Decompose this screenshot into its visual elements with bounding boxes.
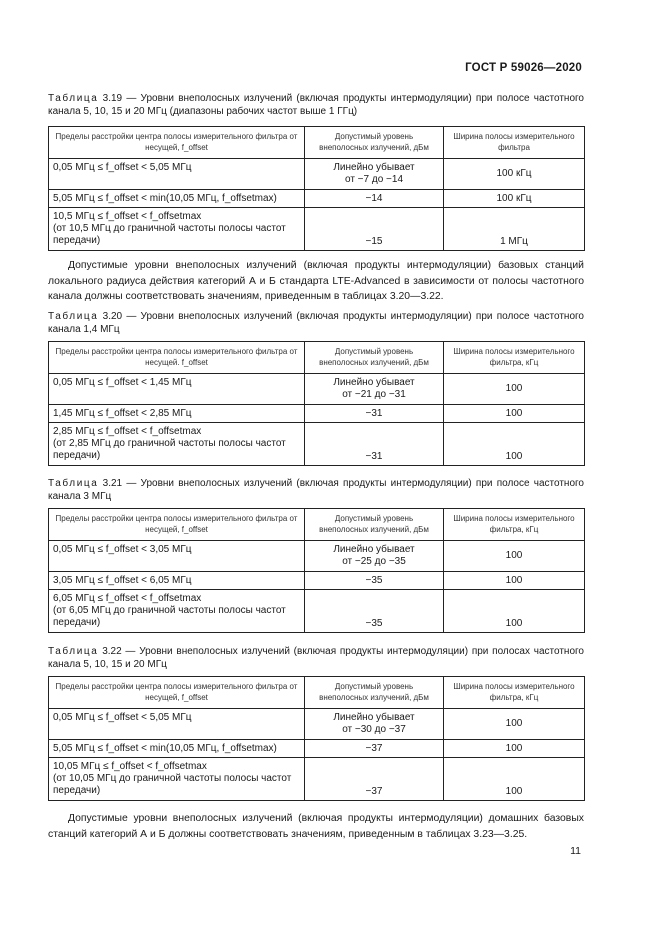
offset-cell: 5,05 МГц ≤ f_offset < min(10,05 МГц, f_offsetmax) [49, 740, 305, 758]
offset-cell: 5,05 МГц ≤ f_offset < min(10,05 МГц, f_offsetmax) [49, 190, 305, 208]
column-header-level: Допустимый уровень внеполосных излучений, дБм [305, 342, 444, 374]
bandwidth-cell: 100 [444, 423, 585, 466]
offset-cell: 0,05 МГц ≤ f_offset < 5,05 МГц [49, 709, 305, 740]
column-header-bandwidth: Ширина полосы измерительного фильтра, кГц [444, 509, 585, 541]
bandwidth-cell: 100 кГц [444, 159, 585, 190]
column-header-bandwidth: Ширина полосы измерительного фильтра, кГц [444, 677, 585, 709]
page-number: 11 [570, 845, 581, 857]
level-cell: Линейно убывает от −30 до −37 [305, 709, 444, 740]
bandwidth-cell: 100 [444, 405, 585, 423]
column-header-level: Допустимый уровень внеполосных излучений, дБм [305, 677, 444, 709]
table-header-row [49, 342, 585, 374]
offset-cell: 2,85 МГц ≤ f_offset < f_offsetmax (от 2,85 МГц до граничной частоты полосы частот передачи) [49, 423, 305, 466]
table-row [49, 740, 585, 758]
table-header-row [49, 127, 585, 159]
document-code: ГОСТ Р 59026—2020 [465, 62, 582, 74]
table-header-row [49, 677, 585, 709]
table-row [49, 423, 585, 466]
column-header-level: Допустимый уровень внеполосных излучений, дБм [305, 509, 444, 541]
table-caption [48, 477, 584, 503]
table-label: Таблица [48, 93, 99, 104]
column-header-offset: Пределы расстройки центра полосы измерительного фильтра от несущей, f_offset [49, 127, 305, 159]
bandwidth-cell: 100 [444, 758, 585, 801]
table-caption [48, 310, 584, 336]
table-caption-text: 3.21 — Уровни внеполосных излучений (включая продукты интермодуляции) при полосе частотного канала 3 МГц [48, 478, 584, 502]
table-row [49, 374, 585, 405]
table-row [49, 405, 585, 423]
bandwidth-cell: 100 [444, 572, 585, 590]
table-row [49, 159, 585, 190]
level-cell: −31 [305, 423, 444, 466]
bandwidth-cell: 100 [444, 541, 585, 572]
body-paragraph: Допустимые уровни внеполосных излучений (включая продукты интермодуляции) базовых станций локального радиуса действия категорий А и Б стандарта LTE-Advanced в зависимости от полосы частотного канала должны соответствовать значениям, приведенным в таблицах 3.20—3.22. [48, 260, 584, 302]
offset-cell: 3,05 МГц ≤ f_offset < 6,05 МГц [49, 572, 305, 590]
table-header-row [49, 509, 585, 541]
offset-cell: 6,05 МГц ≤ f_offset < f_offsetmax (от 6,05 МГц до граничной частоты полосы частот передачи) [49, 590, 305, 633]
column-header-level: Допустимый уровень внеполосных излучений, дБм [305, 127, 444, 159]
table-label: Таблица [48, 311, 99, 322]
table-row [49, 709, 585, 740]
offset-cell: 10,05 МГц ≤ f_offset < f_offsetmax (от 10,05 МГц до граничной частоты полосы частот передачи) [49, 758, 305, 801]
bandwidth-cell: 100 [444, 590, 585, 633]
table-caption-text: 3.19 — Уровни внеполосных излучений (включая продукты интермодуляции) при полосе частотного канала 5, 10, 15 и 20 МГц (диапазоны рабочих частот выше 1 ГГц) [48, 93, 584, 117]
emission-table-3-20 [48, 341, 585, 466]
table-row [49, 590, 585, 633]
level-cell: −35 [305, 590, 444, 633]
column-header-offset: Пределы расстройки центра полосы измерительного фильтра от несущей. f_offset [49, 342, 305, 374]
column-header-bandwidth: Ширина полосы измерительного фильтра, кГц [444, 342, 585, 374]
bandwidth-cell: 100 кГц [444, 190, 585, 208]
table-caption [48, 92, 584, 118]
bandwidth-cell: 100 [444, 709, 585, 740]
column-header-offset: Пределы расстройки центра полосы измерительного фильтра от несущей, f_offset [49, 677, 305, 709]
level-cell: −37 [305, 758, 444, 801]
emission-table-3-21 [48, 508, 585, 633]
offset-cell: 10,5 МГц ≤ f_offset < f_offsetmax (от 10,5 МГц до граничной частоты полосы частот передачи) [49, 208, 305, 251]
body-paragraph: Допустимые уровни внеполосных излучений (включая продукты интермодуляции) домашних базовых станций категорий А и Б должны соответствовать значениям, приведенным в таблицах 3.23—3.25. [48, 813, 584, 840]
table-label: Таблица [48, 646, 99, 657]
bandwidth-cell: 100 [444, 740, 585, 758]
level-cell: −15 [305, 208, 444, 251]
bandwidth-cell: 1 МГц [444, 208, 585, 251]
level-cell: Линейно убывает от −21 до −31 [305, 374, 444, 405]
table-row [49, 208, 585, 251]
table-caption-text: 3.20 — Уровни внеполосных излучений (включая продукты интермодуляции) при полосе частотного канала 1,4 МГц [48, 311, 584, 335]
level-cell: −35 [305, 572, 444, 590]
emission-table-3-22 [48, 676, 585, 801]
column-header-bandwidth: Ширина полосы измерительного фильтра [444, 127, 585, 159]
offset-cell: 0,05 МГц ≤ f_offset < 5,05 МГц [49, 159, 305, 190]
table-row [49, 758, 585, 801]
level-cell: Линейно убывает от −7 до −14 [305, 159, 444, 190]
table-row [49, 541, 585, 572]
table-row [49, 190, 585, 208]
level-cell: −37 [305, 740, 444, 758]
table-row [49, 572, 585, 590]
offset-cell: 0,05 МГц ≤ f_offset < 1,45 МГц [49, 374, 305, 405]
table-caption-text: 3.22 — Уровни внеполосных излучений (включая продукты интермодуляции) при полосах частотного канала 5, 10, 15 и 20 МГц [48, 646, 584, 670]
column-header-offset: Пределы расстройки центра полосы измерительного фильтра от несущей, f_offset [49, 509, 305, 541]
offset-cell: 0,05 МГц ≤ f_offset < 3,05 МГц [49, 541, 305, 572]
emission-table-3-19 [48, 126, 585, 251]
level-cell: Линейно убывает от −25 до −35 [305, 541, 444, 572]
table-caption [48, 645, 584, 671]
level-cell: −31 [305, 405, 444, 423]
offset-cell: 1,45 МГц ≤ f_offset < 2,85 МГц [49, 405, 305, 423]
table-label: Таблица [48, 478, 99, 489]
bandwidth-cell: 100 [444, 374, 585, 405]
level-cell: −14 [305, 190, 444, 208]
